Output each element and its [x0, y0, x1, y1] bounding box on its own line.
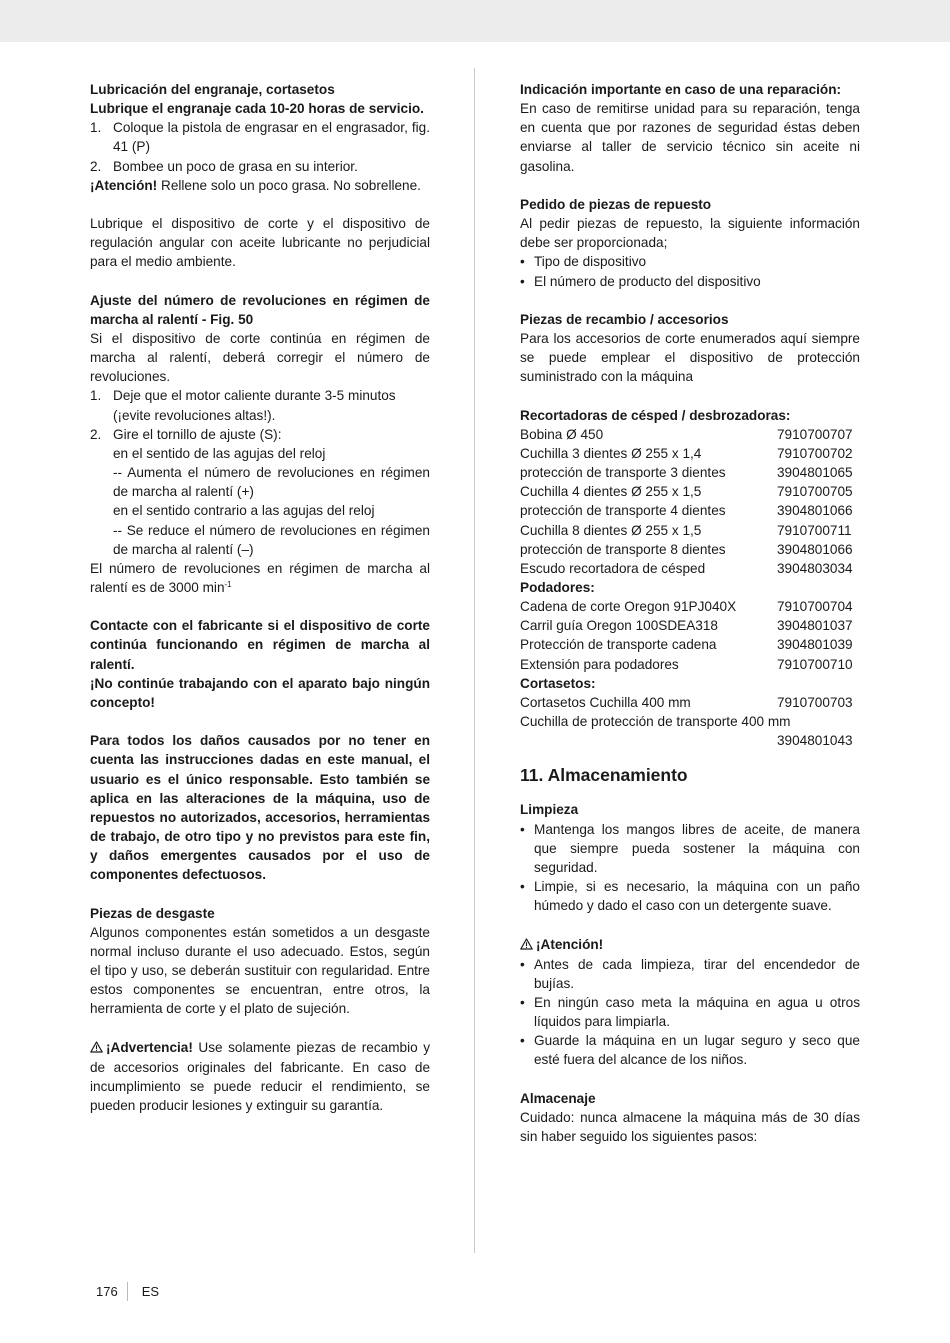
part-row: Cuchilla 3 dientes Ø 255 x 1,4 7910700702 — [520, 445, 853, 461]
idle-clockwise-effect: -- Aumenta el número de revoluciones en régimen de marcha al ralentí (+) — [113, 465, 430, 500]
lubrication-attention: ¡Atención! Rellene solo un poco grasa. No sobrellene. — [90, 177, 421, 193]
right-column — [520, 80, 860, 1146]
warning-triangle-icon — [520, 936, 533, 955]
storage-title: Almacenaje — [520, 1090, 596, 1106]
part-row: Cuchilla 8 dientes Ø 255 x 1,5 7910700711 — [520, 522, 852, 538]
pruner-title: Podadores: — [520, 580, 595, 596]
part-row: protección de transporte 3 dientes 3904801065 — [520, 465, 853, 481]
grass-trimmer-title: Recortadoras de césped / desbrozadoras: — [520, 407, 791, 423]
idle-counterclockwise-effect: -- Se reduce el número de revoluciones en régimen de marcha al ralentí (–) — [113, 522, 430, 557]
order-item: • Tipo de dispositivo — [520, 254, 647, 270]
part-row: protección de transporte 8 dientes 3904801066 — [520, 541, 853, 557]
left-column — [90, 80, 430, 1115]
part-row: protección de transporte 4 dientes 3904801066 — [520, 503, 853, 519]
cleaning-item: • Mantenga los mangos libres de aceite, de manera que siempre pueda sostener la máquina con seguridad. — [520, 821, 860, 875]
wear-parts-text: Algunos componentes están sometidos a un desgaste normal incluso durante el uso adecuado. Estos, según el tipo y uso, se deberán sustituir con regularidad. Entre estos componentes se encuentran, entre otros, la herramienta de corte y el plato de sujeción. — [90, 924, 430, 1017]
idle-step: 1. Deje que el motor caliente durante 3-5 minutos — [90, 388, 396, 404]
warning-triangle-icon — [90, 1039, 103, 1058]
order-title: Pedido de piezas de repuesto — [520, 196, 712, 212]
page-footer — [96, 1282, 159, 1301]
accessories-title: Piezas de recambio / accesorios — [520, 311, 729, 327]
idle-step: 2. Gire el tornillo de ajuste (S): — [90, 426, 282, 442]
part-row: Cuchilla 4 dientes Ø 255 x 1,5 7910700705 — [520, 484, 853, 500]
idle-counterclockwise: en el sentido contrario a las agujas del reloj — [113, 503, 375, 519]
attention-item: • Guarde la máquina en un lugar seguro y seco que esté fuera del alcance de los niños. — [520, 1033, 860, 1068]
idle-clockwise: en el sentido de las agujas del reloj — [113, 445, 326, 461]
idle-result: El número de revoluciones en régimen de marcha al ralentí es de 3000 $\min^{-1}$ — [90, 560, 430, 596]
hedge-trimmer-title: Cortasetos: — [520, 675, 596, 691]
column-divider — [474, 68, 475, 1253]
part-row: 3904801043 — [777, 733, 853, 749]
lubrication-title: Lubricación del engranaje, cortasetos — [90, 82, 335, 97]
storage-text: Cuidado: nunca almacene la máquina más de 30 días sin haber seguido los siguientes pasos: — [520, 1109, 860, 1145]
cleaning-item: • Limpie, si es necesario, la máquina con un paño húmedo y dado el caso con un detergente suave. — [520, 879, 860, 914]
page-number: 176 — [96, 1282, 128, 1301]
part-row: Extensión para podadores 7910700710 — [520, 656, 853, 672]
order-text: Al pedir piezas de repuesto, la siguiente información debe ser proporcionada; — [520, 216, 860, 251]
stop-work-warning: ¡No continúe trabajando con el aparato bajo ningún concepto! — [90, 675, 430, 710]
part-row: Escudo recortadora de césped 3904803034 — [520, 560, 853, 576]
attention-item: • En ningún caso meta la máquina en agua u otros líquidos para limpiarla. — [520, 994, 860, 1030]
cleaning-title: Limpieza — [520, 802, 579, 818]
accessories-text: Para los accesorios de corte enumerados aquí siempre se puede emplear el dispositivo de protección suministrado con la máquina — [520, 331, 860, 385]
repair-text: En caso de remitirse unidad para su reparación, tenga en cuenta que por razones de seguridad éstas deben enviarse al taller de servicio técnico sin aceite ni gasolina. — [520, 101, 860, 174]
contact-warning: Contacte con el fabricante si el dispositivo de corte continúa funcionando en régimen de marcha al ralentí. — [90, 618, 430, 672]
idle-intro: Si el dispositivo de corte continúa en régimen de marcha al ralentí, deberá corregir el número de revoluciones. — [90, 331, 430, 385]
part-row: Cortasetos Cuchilla 400 mm 7910700703 — [520, 694, 853, 710]
wear-parts-title: Piezas de desgaste — [90, 905, 215, 921]
liability-paragraph: Para todos los daños causados por no tener en cuenta las instrucciones dadas en este manual, el usuario es el único responsable. Esto también se aplica en las alteraciones de la máquina, uso de repuestos no autorizados, accesorios, herramientas de trabajo, de otro tipo y no previstos para este fin, y daños emergentes causados por el uso de componentes defectuosos. — [90, 733, 430, 883]
top-band — [0, 0, 950, 42]
lubrication-step: 2. Bombee un poco de grasa en su interior. — [90, 158, 358, 174]
idle-step-note: (¡evite revoluciones altas!). — [113, 407, 276, 423]
part-row: Bobina Ø 450 7910700707 — [520, 426, 853, 442]
lubrication-subtitle: Lubrique el engranaje cada 10-20 horas de servicio. — [90, 101, 424, 117]
attention-title: ¡Atención! — [520, 935, 860, 955]
lubrication-step: 1. Coloque la pistola de engrasar en el engrasador, fig. 41 (P) — [90, 120, 430, 155]
language-code: ES — [141, 1284, 160, 1299]
attention-item: • Antes de cada limpieza, tirar del encendedor de bujías. — [520, 956, 860, 991]
idle-title: Ajuste del número de revoluciones en régimen de marcha al ralentí - Fig. 50 — [90, 292, 430, 327]
part-row: Protección de transporte cadena 3904801039 — [520, 637, 853, 653]
part-row: Cadena de corte Oregon 91PJ040X 7910700704 — [520, 599, 853, 615]
lubrication-paragraph: Lubrique el dispositivo de corte y el dispositivo de regulación angular con aceite lubricante no perjudicial para el medio ambiente. — [90, 216, 430, 270]
order-item: • El número de producto del dispositivo — [520, 273, 761, 289]
repair-title: Indicación importante en caso de una reparación: — [520, 82, 842, 97]
part-row: Carril guía Oregon 100SDEA318 3904801037 — [520, 618, 853, 634]
storage-heading: 11. Almacenamiento — [520, 765, 688, 786]
advertencia-paragraph: ¡Advertencia! Use solamente piezas de recambio y de accesorios originales del fabricante. En caso de incumplimiento se puede reducir el rendimiento, se pueden producir lesiones y extinguir su garantía. — [90, 1039, 430, 1114]
part-name: Cuchilla de protección de transporte 400 mm — [520, 714, 791, 730]
